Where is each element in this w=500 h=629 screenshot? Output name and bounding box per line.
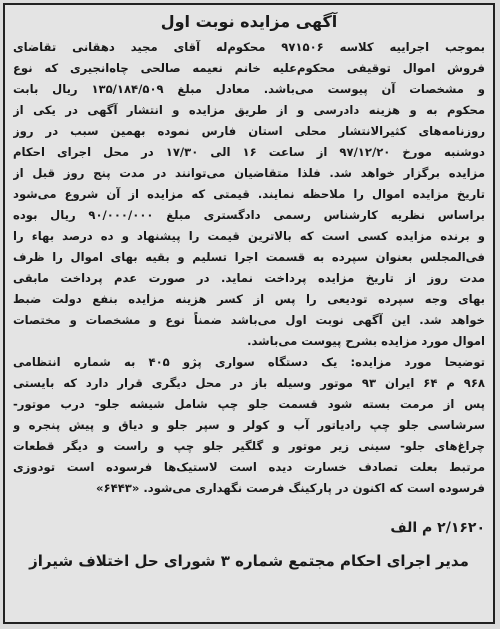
body-line: محکوم به و هزینه دادرسی و از طریق مزایده و انتشار آگهی در یکی از: [13, 103, 485, 117]
body-line: دوشنبه مورخ ۹۷/۱۲/۲۰ از ساعت ۱۶ الی ۱۷/۳۰ در محل اجرای احکام: [13, 145, 485, 159]
body-line: تاریخ مزایده اموال را ملاحظه نمایند. قیمتی که مزایده از آن شروع می‌شود: [13, 187, 485, 201]
notice-frame: [3, 3, 495, 624]
reference-number: ۲/۱۶۲۰ م الف: [390, 520, 485, 536]
notice-title: آگهی مزایده نوبت اول: [160, 12, 338, 31]
body-line: سرشاسی جلو چپ رادیاتور آب و کولر و سپر جلو و دیاق و پیش پنجره و: [13, 418, 485, 432]
body-line: بهای وجه سپرده تودیعی را پس از کسر هزینه مزایده بنفع دولت ضبط: [13, 292, 485, 306]
body-line: روزنامه‌های کثیرالانتشار محلی استان فارس نموده بهمین سبب در روز: [13, 124, 485, 138]
body-line: بموجب اجراییه کلاسه ۹۷۱۵۰۶ محکوم‌له آقای مجید دهقانی تقاضای: [13, 40, 485, 54]
notice-body: [13, 37, 485, 499]
signature-line: مدیر اجرای احکام مجتمع شماره ۳ شورای حل اختلاف شیراز: [29, 552, 469, 570]
body-line: اموال مورد مزایده بشرح پیوست می‌باشد.: [247, 334, 485, 348]
body-line: فرسوده است که اکنون در پارکینگ فرصت نگهداری می‌شود. «۶۴۴۳»: [96, 481, 485, 495]
body-line: مدت روز از تاریخ مزایده پرداخت نماید. در صورت عدم پرداخت مابقی: [13, 271, 485, 285]
body-line: چراغ‌های جلو- سینی زیر موتور و گلگیر جلو چپ و راست و دیگر قطعات: [13, 439, 485, 453]
body-line: توضیحا مورد مزایده: یک دستگاه سواری پژو ۴۰۵ به شماره انتظامی: [13, 355, 485, 369]
body-line: براساس نظریه کارشناس رسمی دادگستری مبلغ ۹۰/۰۰۰/۰۰۰ ریال بوده: [13, 208, 485, 222]
body-line: مرتبط بعلت تصادف خسارت دیده است لاستیک‌ها فرسوده است تودوزی: [13, 460, 485, 474]
body-line: و برنده مزایده کسی است که بالاترین قیمت را پیشنهاد و ده درصد بهاء را: [13, 229, 485, 243]
body-line: فی‌المجلس بعنوان سپرده به قسمت اجرا تسلیم و بقیه بهای اموال را ظرف: [13, 250, 485, 264]
body-line: ۹۶۸ م ۶۴ ایران ۹۳ موتور وسیله باز در محل دیگری قرار دارد که بایستی: [13, 376, 485, 390]
body-line: مزایده برگزار خواهد شد. فلذا متقاضیان می‌توانند در مدت پنج روز قبل از: [13, 166, 485, 180]
body-line: فروش اموال توقیفی محکوم‌علیه خانم نعیمه صالحی چاه‌انجیری که نوع: [13, 61, 485, 75]
body-line: و مشخصات آن پیوست می‌باشد. معادل مبلغ ۱۳۵/۱۸۴/۵۰۹ ریال بابت: [13, 82, 485, 96]
body-line: پس از مرمت بسته شود قسمت جلو چپ شامل شیشه جلو- درب موتور-: [13, 397, 485, 411]
body-line: خواهد شد. این آگهی نوبت اول می‌باشد ضمناً نوع و مشخصات و مختصات: [13, 313, 485, 327]
